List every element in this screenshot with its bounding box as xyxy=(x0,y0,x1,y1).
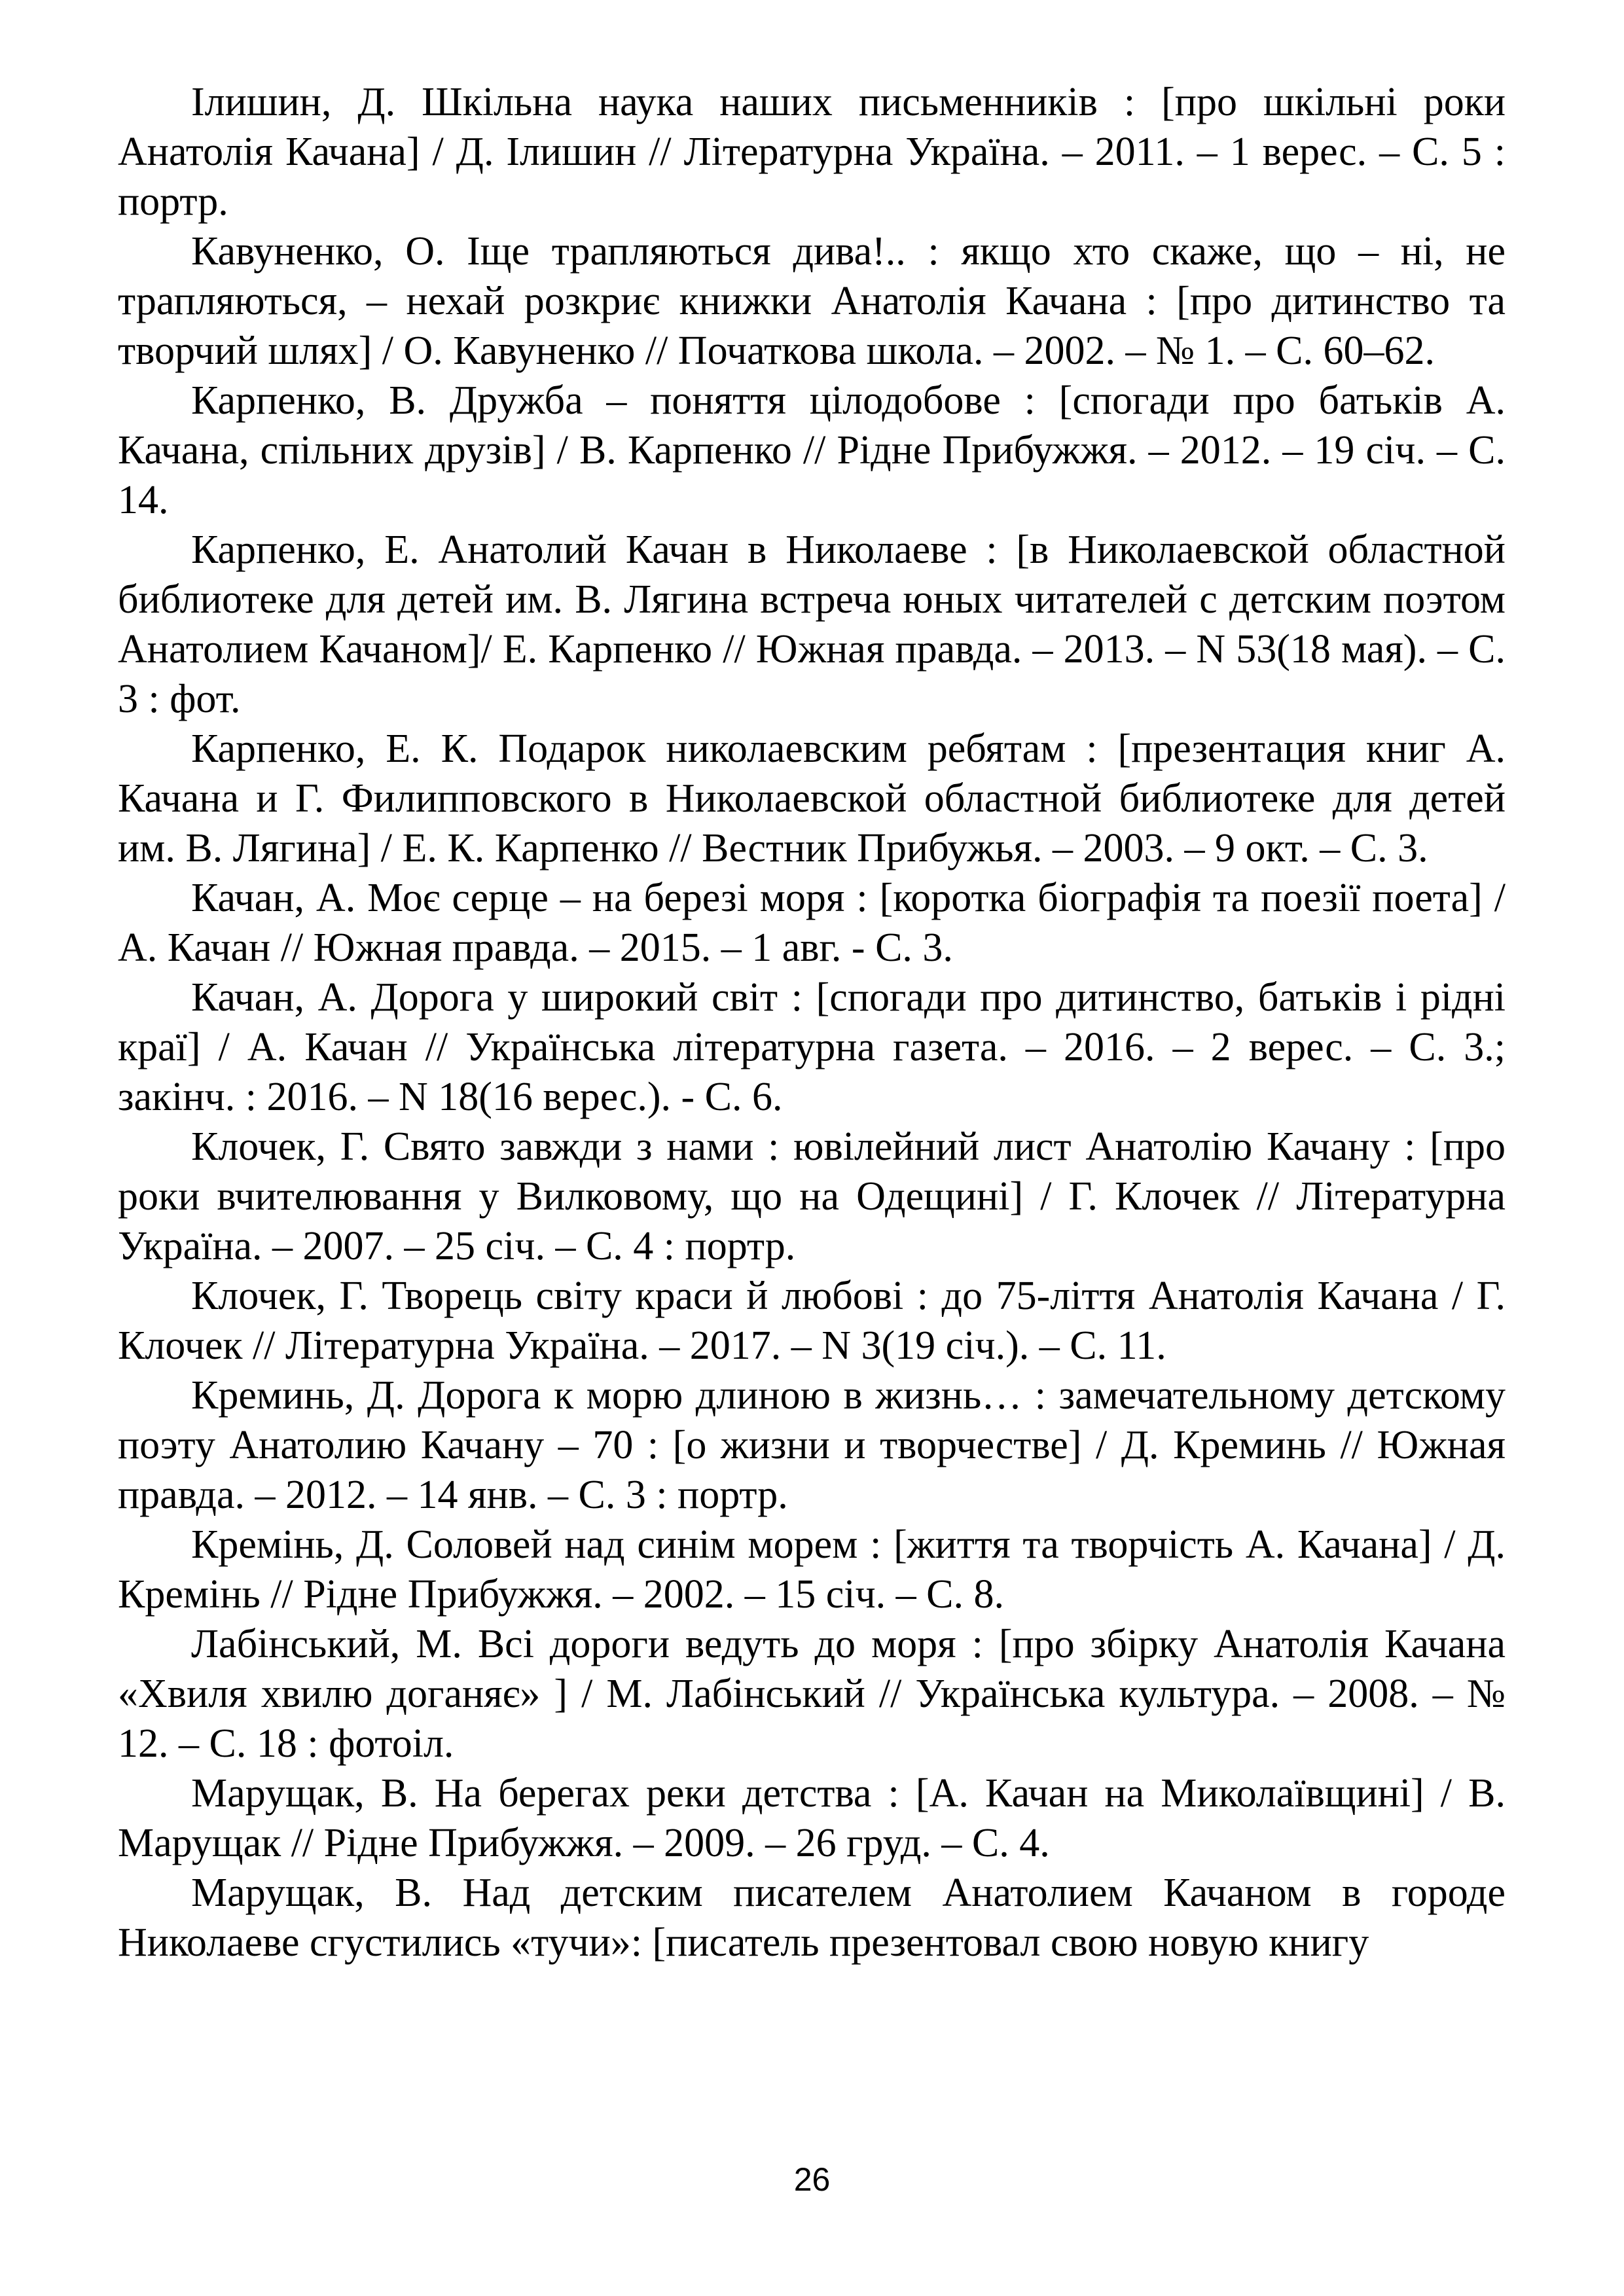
bibliography-entry-karpenko-e-k: Карпенко, Е. К. Подарок николаевским ребятам : [презентация книг А. Качана и Г. Филипповского в Николаевской областной библиотеке для детей им. В. Лягина] / Е. К. Карпенко // Вестник Прибужья. – 2003. – 9 окт. – С. 3. xyxy=(118,726,1506,870)
bibliography-entry-kremin-ru: Креминь, Д. Дорога к морю длиною в жизнь… : замечательному детскому поэту Анатолию Качану – 70 : [о жизни и творчестве] / Д. Креминь // Южная правда. – 2012. – 14 янв. – С. 3 : портр. xyxy=(118,1373,1506,1517)
bibliography-entry-kremin-ua: Кремінь, Д. Соловей над синім морем : [життя та творчість А. Качана] / Д. Кремінь // Рідне Прибужжя. – 2002. – 15 січ. – С. 8. xyxy=(118,1522,1506,1617)
bibliography-entry-marushchak-1: Марущак, В. На берегах реки детства : [А. Качан на Миколаївщині] / В. Марущак // Рідне Прибужжя. – 2009. – 26 груд. – С. 4. xyxy=(118,1771,1506,1865)
bibliography-entry-karpenko-v: Карпенко, В. Дружба – поняття цілодобове : [спогади про батьків А. Качана, спільних друзів] / В. Карпенко // Рідне Прибужжя. – 2012. – 19 січ. – С. 14. xyxy=(118,378,1506,522)
bibliography-entry-kachan-2: Качан, А. Дорога у широкий світ : [спогади про дитинство, батьків і рідні краї] / А. Качан // Українська літературна газета. – 2016. – 2 верес. – С. 3.; закінч. : 2016. – N 18(16 верес.). - С. 6. xyxy=(118,975,1506,1119)
bibliography-entry-ilyshyn: Ілишин, Д. Шкільна наука наших письменників : [про шкільні роки Анатолія Качана] / Д. Ілишин // Літературна Україна. – 2011. – 1 верес. – С. 5 : портр. xyxy=(118,80,1506,224)
bibliography-entry-klochek-2: Клочек, Г. Творець світу краси й любові : до 75-ліття Анатолія Качана / Г. Клочек // Літературна Україна. – 2017. – N 3(19 січ.). – С. 11. xyxy=(118,1274,1506,1368)
bibliography-entry-marushchak-2: Марущак, В. Над детским писателем Анатолием Качаном в городе Николаеве сгустились «тучи»: [писатель презентовал свою новую книгу xyxy=(118,1871,1506,1965)
bibliography-entry-labinskyi: Лабінський, М. Всі дороги ведуть до моря : [про збірку Анатолія Качана «Хвиля хвилю доганяє» ] / М. Лабінський // Українська культура. – 2008. – № 12. – С. 18 : фотоіл. xyxy=(118,1622,1506,1766)
bibliography-entry-kavunenko: Кавуненко, О. Іще трапляються дива!.. : якщо хто скаже, що – ні, не трапляються, – нехай розкриє книжки Анатолія Качана : [про дитинство та творчий шлях] / О. Кавуненко // Початкова школа. – 2002. – № 1. – С. 60–62. xyxy=(118,229,1506,373)
bibliography-entry-kachan-1: Качан, А. Моє серце – на березі моря : [коротка біографія та поезії поета] / А. Качан // Южная правда. – 2015. – 1 авг. - С. 3. xyxy=(118,876,1506,970)
bibliography-entry-karpenko-e: Карпенко, Е. Анатолий Качан в Николаеве : [в Николаевской областной библиотеке для детей им. В. Лягина встреча юных читателей с детским поэтом Анатолием Качаном]/ Е. Карпенко // Южная правда. – 2013. – N 53(18 мая). – С. 3 : фот. xyxy=(118,528,1506,721)
page-number: 26 xyxy=(793,2161,831,2198)
bibliography-list xyxy=(118,77,1506,1967)
bibliography-entry-klochek-1: Клочек, Г. Свято завжди з нами : ювілейний лист Анатолію Качану : [про роки вчителювання у Вилковому, що на Одещині] / Г. Клочек // Літературна Україна. – 2007. – 25 січ. – С. 4 : портр. xyxy=(118,1124,1506,1268)
